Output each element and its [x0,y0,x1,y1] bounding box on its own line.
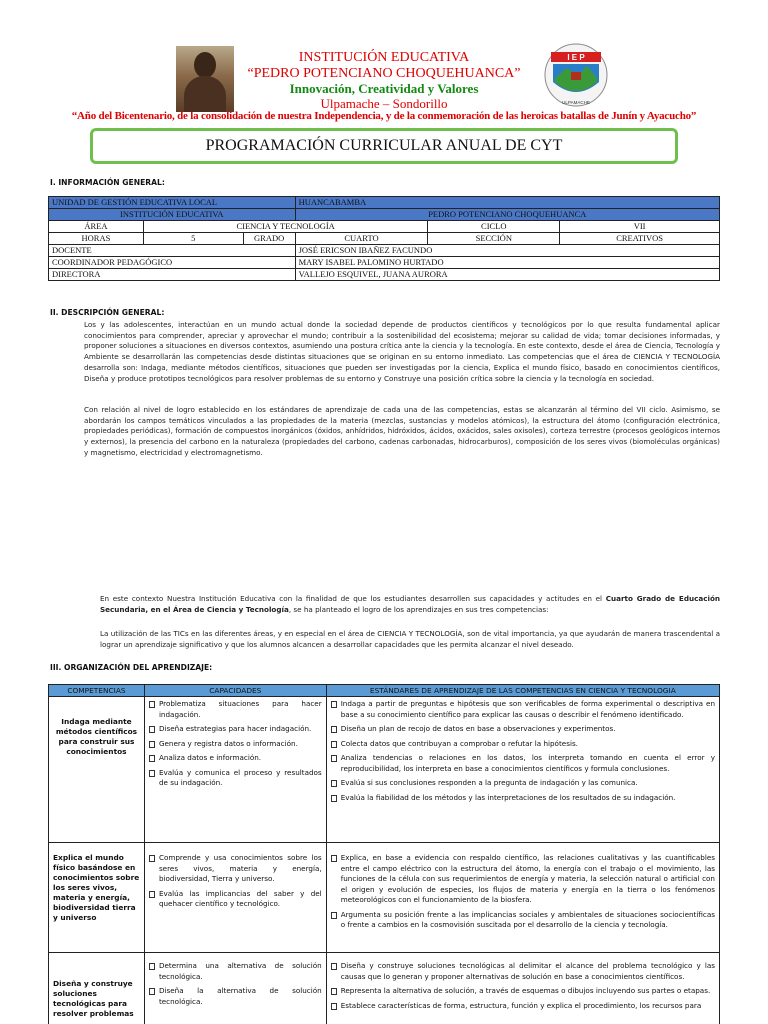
standard-item: Evalúa si sus conclusiones responden a la pregunta de indagación y las comunica. [331,778,715,789]
standard-item: Representa la alternativa de solución, a través de esquemas o dibujos incluyendo sus partes o etapas. [331,986,715,997]
capacity-item: Problematiza situaciones para hacer indagación. [149,699,322,720]
info-grado-label: GRADO [243,233,295,245]
info-horas-label: HORAS [49,233,144,245]
checkbox-bullet-icon [149,891,155,898]
info-seccion-label: SECCIÓN [428,233,560,245]
capacity-item: Determina una alternativa de solución tecnológica. [149,961,322,982]
capacity-item: Diseña estrategias para hacer indagación. [149,724,322,735]
competency-row [49,843,720,953]
checkbox-bullet-icon [331,988,337,995]
checkbox-bullet-icon [149,855,155,862]
checkbox-bullet-icon [331,855,337,862]
header-line-school-name: “PEDRO POTENCIANO CHOQUEHUANCA” [247,66,521,81]
capacities-cell [144,953,326,1024]
info-seccion-value: CREATIVOS [560,233,720,245]
header-line-year-slogan: “Año del Bicentenario, de la consolidación de nuestra Independencia, y de la conmemoración de las heroicas batallas de Junín y Ayacucho” [71,110,697,122]
info-dir-label: DIRECTORA [49,269,296,281]
competency-row [49,953,720,1024]
info-row-directora [49,269,720,281]
checkbox-bullet-icon [331,912,337,919]
info-grado-value: CUARTO [295,233,428,245]
standards-cell [326,953,719,1024]
checkbox-bullet-icon [331,741,337,748]
info-row-horas [49,233,720,245]
competency-name: Diseña y construye soluciones tecnológicas para resolver problemas [49,953,145,1024]
competencies-header-row [49,685,720,697]
checkbox-bullet-icon [149,963,155,970]
header-line-motto: Innovación, Creatividad y Valores [289,81,479,96]
info-ugel-value: HUANCABAMBA [295,197,719,209]
capacity-item: Genera y registra datos o información. [149,739,322,750]
info-docente-value: JOSÉ ERICSON IBAÑEZ FACUNDO [295,245,719,257]
competency-name: Indaga mediante métodos científicos para construir sus conocimientos [49,697,145,843]
header-line-institution: INSTITUCIÓN EDUCATIVA [298,50,470,65]
checkbox-bullet-icon [149,755,155,762]
p3-text-bold: Cuarto Grado de Educación Secundaria, en el Área de Ciencia y Tecnología [100,594,720,614]
standard-item: Argumenta su posición frente a las implicancias sociales y ambientales de situaciones sociocientíficas o frente a cambios en la cosmovisión suscitada por el desarrollo de la ciencia y tecnología. [331,910,715,931]
standard-item: Diseña un plan de recojo de datos en base a observaciones y experimentos. [331,724,715,735]
info-ie-value: PEDRO POTENCIANO CHOQUEHUANCA [295,209,719,221]
checkbox-bullet-icon [331,755,337,762]
capacity-item: Diseña la alternativa de solución tecnológica. [149,986,322,1007]
standard-item: Colecta datos que contribuyan a comprobar o refutar la hipótesis. [331,739,715,750]
checkbox-bullet-icon [149,701,155,708]
standards-cell [326,697,719,843]
standards-cell [326,843,719,953]
capacities-cell [144,843,326,953]
standard-item: Explica, en base a evidencia con respaldo científico, las relaciones cualitativas y las cuantificables entre el campo eléctrico con la estructura del átomo, la energía con el trabajo o el movimiento, las funciones de la célula con sus requerimientos de energía y materia, la selección natural o artificial con el origen y evolución de especies, los flujos de materia y energía en la tierra o los fenómenos meteorológicos con el funcionamiento de la biosfera. [331,853,715,906]
description-paragraph-4: La utilización de las TICs en las diferentes áreas, y en especial en el área de CIENCIA Y TECNOLOGÍA, son de vital importancia, ya que ayudarán de manera trascendental a lograr un aprendizaje significativo y que los alumnos alcancen a desarrollar capacidades que les permita alcanzar el nivel deseado. [100,629,720,649]
standard-item: Indaga a partir de preguntas e hipótesis que son verificables de forma experimental o descriptiva en base a su conocimiento científico para explicar las causas o describir el fenómeno identificado. [331,699,715,720]
checkbox-bullet-icon [149,741,155,748]
info-ie-label: INSTITUCIÓN EDUCATIVA [49,209,296,221]
description-paragraph-3 [100,594,720,615]
p3-text-a: En este contexto Nuestra Institución Educativa con la finalidad de que los estudiantes desarrollen sus capacidades y actitudes en el [100,594,606,603]
standard-item: Diseña y construye soluciones tecnológicas al delimitar el alcance del problema tecnológico y las causas que lo generan y proponer alternativas de solución en base a conocimientos científicos. [331,961,715,982]
checkbox-bullet-icon [149,726,155,733]
info-ugel-label: UNIDAD DE GESTIÓN EDUCATIVA LOCAL [49,197,296,209]
header-line-location: Ulpamache – Sondorillo [320,96,448,111]
info-row-coordinador [49,257,720,269]
checkbox-bullet-icon [149,770,155,777]
logo-caption: ULPAMACHE [562,100,590,105]
info-row-ugel [49,197,720,209]
description-paragraph-2: Con relación al nivel de logro establecido en los estándares de aprendizaje de cada una de las competencias, estas se alcanzarán al término del VII ciclo. Asimismo, se abordarán los campos temáticos vinculados a las propiedades de la materia (mezclas, sustancias y modelos atómicos), la estructura del átomo (configuración electrónica, propiedades periódicas), formación de compuestos inorgánicos (óxidos, anhídridos, hidróxidos, ácidos, oxácidos, sales oxisoles), corteza terrestre (procesos geológicos internos y externos), la presencia del carbono en la naturaleza (propiedades del carbono, cadenas carbonadas, hidrocarburos), composición de los seres vivos (biomoléculas orgánicas) y magnetismo, electricidad y electromagnetismo. [84,405,720,457]
checkbox-bullet-icon [331,1003,337,1010]
competency-name: Explica el mundo físico basándose en conocimientos sobre los seres vivos, materia y energía, biodiversidad tierra y universo [49,843,145,953]
section-heading-organization: III. ORGANIZACIÓN DEL APRENDIZAJE: [50,663,213,672]
info-row-docente [49,245,720,257]
description-paragraph-1: Los y las adolescentes, interactúan en un mundo actual donde la sociedad depende de productos científicos y tecnológicos por lo que resulta fundamental aplicar conocimientos para comprender, apreciar y aprovechar el mundo; contribuir a la sostenibilidad del ecosistema; mejorar su calidad de vida; tomar decisiones informadas, y proponer soluciones a situaciones en diversos contextos, asumiendo una postura crítica ante la ciencia y la tecnología. En este contexto, desde el área de Ciencia, Tecnología y Ambiente se desarrollarán las competencias desde distintas situaciones que se originan en su entorno inmediato. Las competencias que el área de CIENCIA Y TECNOLOGÍA desarrolla son: Indaga, mediante métodos científicos, situaciones que pueden ser investigadas por la ciencia, Explica el mundo físico, basado en conocimientos científicos, Diseña y produce prototipos tecnológicos para resolver problemas de su entorno y Construye una posición crítica sobre la ciencia y la tecnología en sociedad. [84,320,720,383]
info-ciclo-value: VII [560,221,720,233]
checkbox-bullet-icon [331,726,337,733]
competency-row [49,697,720,843]
document-title: PROGRAMACIÓN CURRICULAR ANUAL DE CYT [90,128,678,164]
standard-item: Establece características de forma, estructura, función y explica el procedimiento, los recursos para [331,1001,715,1012]
standard-item: Analiza tendencias o relaciones en los datos, los interpreta tomando en cuenta el error y reproducibilidad, los interpreta en base a conocimientos científicos y formula conclusiones. [331,753,715,774]
section-heading-general-info: I. INFORMACIÓN GENERAL: [50,178,165,187]
info-area-value: CIENCIA Y TECNOLOGÍA [143,221,428,233]
p3-text-c: , se ha planteado el logro de los aprendizajes en sus tres competencias: [288,604,549,614]
capacities-cell [144,697,326,843]
info-row-area [49,221,720,233]
general-info-table [48,196,720,281]
checkbox-bullet-icon [331,701,337,708]
capacity-item: Analiza datos e información. [149,753,322,764]
checkbox-bullet-icon [331,780,337,787]
info-docente-label: DOCENTE [49,245,296,257]
info-ciclo-label: CICLO [428,221,560,233]
info-dir-value: VALLEJO ESQUIVEL, JUANA AURORA [295,269,719,281]
section-heading-description: II. DESCRIPCIÓN GENERAL: [50,308,165,317]
info-coord-label: COORDINADOR PEDAGÓGICO [49,257,296,269]
col-header-capacidades: CAPACIDADES [144,685,326,697]
col-header-competencias: COMPETENCIAS [49,685,145,697]
standard-item: Evalúa la fiabilidad de los métodos y las interpretaciones de los resultados de su indagación. [331,793,715,804]
logo-iep-text: I E P [567,53,585,62]
competencies-table [48,684,720,1024]
info-row-ie [49,209,720,221]
col-header-estandares: ESTÁNDARES DE APRENDIZAJE DE LAS COMPETENCIAS EN CIENCIA Y TECNOLOGIA [326,685,719,697]
capacity-item: Comprende y usa conocimientos sobre los seres vivos, materia y energía, biodiversidad, Tierra y universo. [149,853,322,885]
checkbox-bullet-icon [331,963,337,970]
info-horas-value: 5 [143,233,243,245]
capacity-item: Evalúa y comunica el proceso y resultados de su indagación. [149,768,322,789]
info-coord-value: MARY ISABEL PALOMINO HURTADO [295,257,719,269]
info-area-label: ÁREA [49,221,144,233]
checkbox-bullet-icon [331,795,337,802]
capacity-item: Evalúa las implicancias del saber y del quehacer científico y tecnológico. [149,889,322,910]
checkbox-bullet-icon [149,988,155,995]
